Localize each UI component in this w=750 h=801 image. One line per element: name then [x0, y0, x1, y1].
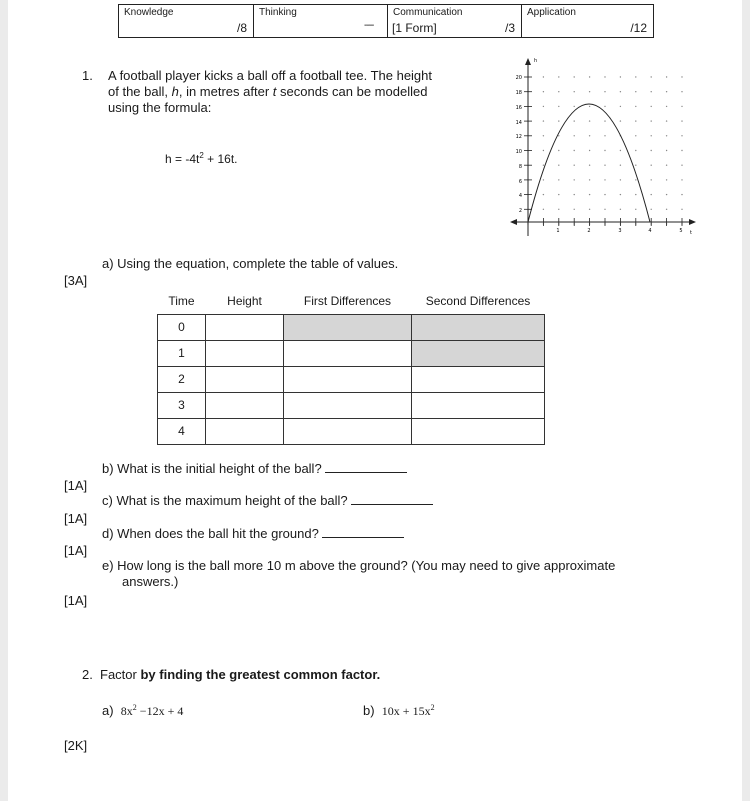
grid-dot: [635, 91, 636, 92]
first-diff-input-cell[interactable]: [284, 366, 412, 392]
grid-dot: [574, 135, 575, 136]
grid-dot: [574, 106, 575, 107]
grid-dot: [543, 135, 544, 136]
y-tick-6: 6: [518, 179, 522, 185]
grid-dot: [558, 120, 559, 121]
table-row: [158, 314, 545, 340]
grid-dot: [620, 150, 621, 151]
grid-dot: [558, 91, 559, 92]
grid-dot: [635, 194, 636, 195]
answer-line-c[interactable]: [351, 504, 433, 505]
grid-dot: [666, 91, 667, 92]
x-tick-3: 3: [618, 228, 622, 234]
parabola-curve: [528, 104, 650, 222]
grid-dot: [589, 91, 590, 92]
q1-part-b: [102, 461, 407, 477]
grid-dot: [620, 76, 621, 77]
y-tick-14: 14: [515, 120, 522, 126]
q2-b-terms: 10x + 15x: [381, 704, 431, 718]
grid-dot: [543, 76, 544, 77]
grid-dot: [651, 106, 652, 107]
grid-dot: [558, 150, 559, 151]
q2-part-b: [363, 703, 435, 719]
application-label: Application: [527, 7, 576, 18]
grid-dot: [543, 106, 544, 107]
grid-dot: [651, 91, 652, 92]
grid-dot: [574, 194, 575, 195]
grid-dot: [543, 120, 544, 121]
grid-dot: [589, 106, 590, 107]
x-axis-arrow-left: [510, 219, 517, 225]
grid-dot: [574, 76, 575, 77]
header-time: Time: [168, 293, 195, 308]
q1-formula: [165, 151, 238, 166]
grid-dot: [666, 179, 667, 180]
thinking-out-of: /3: [504, 21, 515, 35]
time-cell: 2: [158, 366, 206, 392]
y-axis-label: h: [534, 58, 538, 64]
q1-part-a: a) Using the equation, complete the table of values.: [102, 256, 399, 271]
grid-dot: [681, 179, 682, 180]
y-tick-8: 8: [518, 164, 522, 170]
first-diff-input-cell[interactable]: [284, 418, 412, 444]
table-row: [158, 366, 545, 392]
grid-dot: [558, 135, 559, 136]
grid-dot: [574, 120, 575, 121]
q2-text-bold: by finding the greatest common factor.: [140, 667, 381, 682]
header-second-differences: Second Differences: [425, 293, 531, 308]
q1-line3: using the formula:: [108, 100, 212, 115]
q1-number: 1.: [82, 68, 93, 83]
grid-dot: [666, 135, 667, 136]
grid-dot: [681, 91, 682, 92]
application-out-of: /12: [630, 21, 647, 35]
grid-dot: [604, 165, 605, 166]
grid-dot: [681, 76, 682, 77]
q1-part-c-text: c) What is the maximum height of the ball?: [102, 493, 348, 508]
grid-dot: [635, 106, 636, 107]
grid-dot: [574, 165, 575, 166]
grid-dot: [681, 120, 682, 121]
communication-label: Communication: [393, 7, 463, 18]
worksheet-page: [8, 0, 742, 801]
grid-dot: [558, 165, 559, 166]
grid-dot: [589, 165, 590, 166]
grid-dot: [543, 179, 544, 180]
q2-part-a-expression: [121, 704, 184, 718]
q2-a-term1: 8x: [120, 704, 133, 718]
q2-text: [100, 667, 380, 683]
q1-part-d: [102, 526, 404, 542]
grid-dot: [558, 179, 559, 180]
grid-dot: [666, 76, 667, 77]
grid-dot: [620, 209, 621, 210]
time-cell: 3: [158, 392, 206, 418]
grid-dot: [620, 91, 621, 92]
q1-part-b-text: b) What is the initial height of the ball?: [102, 461, 322, 476]
grid-dot: [681, 194, 682, 195]
height-input-cell[interactable]: [206, 366, 284, 392]
values-table: [157, 288, 545, 445]
grid-dot: [604, 76, 605, 77]
first-diff-input-cell[interactable]: [284, 392, 412, 418]
formula-part-b: + 16t.: [203, 152, 238, 166]
table-row: [158, 418, 545, 444]
q2-marks: [2K]: [64, 738, 88, 753]
q2-part-b-label: b): [363, 703, 375, 718]
answer-line-d[interactable]: [322, 537, 404, 538]
grid-dot: [666, 209, 667, 210]
q1-part-c: [102, 493, 433, 509]
grid-dot: [651, 76, 652, 77]
y-tick-4: 4: [518, 193, 522, 199]
grid-dot: [620, 106, 621, 107]
thinking-label: Thinking: [259, 7, 297, 18]
grid-dot: [651, 179, 652, 180]
q1-part-a-marks: [3A]: [64, 273, 88, 288]
q1-part-e-line1: e) How long is the ball more 10 m above the ground? (You may need to give approximate: [102, 558, 616, 573]
communication-cell: [364, 5, 521, 37]
grid-dot: [574, 179, 575, 180]
y-tick-2: 2: [518, 208, 522, 214]
time-cell: 4: [158, 418, 206, 444]
communication-dash: ----: [364, 20, 374, 31]
formula-part-a: h = -4t: [165, 152, 200, 166]
q1-line2: [108, 84, 427, 100]
y-tick-12: 12: [515, 134, 522, 140]
grid-dot: [651, 209, 652, 210]
q1-line2-a: of the ball,: [108, 84, 172, 99]
grid-dot: [589, 179, 590, 180]
q1-line2-b: , in metres after: [178, 84, 273, 99]
grid-dot: [558, 194, 559, 195]
header-height: Height: [227, 293, 262, 308]
y-tick-18: 18: [515, 90, 522, 96]
grid-dot: [681, 150, 682, 151]
formula-exponent: 2: [199, 151, 204, 160]
grid-dot: [589, 135, 590, 136]
grid-dot: [620, 179, 621, 180]
grid-dot: [666, 194, 667, 195]
grid-dot: [666, 165, 667, 166]
x-axis-arrow-right: [689, 219, 696, 225]
grid-dot: [574, 91, 575, 92]
y-tick-16: 16: [515, 105, 522, 111]
q2-a-exponent: 2: [132, 703, 137, 712]
q1-part-c-marks: [1A]: [64, 511, 88, 526]
height-input-cell[interactable]: [206, 418, 284, 444]
x-tick-labels: [556, 228, 682, 234]
x-axis-label: t: [690, 230, 692, 236]
grid-dot: [651, 120, 652, 121]
table-row: [158, 340, 545, 366]
q1-part-d-text: d) When does the ball hit the ground?: [102, 526, 319, 541]
grid-dot: [574, 209, 575, 210]
grid-dot: [635, 120, 636, 121]
grid-dot: [620, 194, 621, 195]
grid-dot: [543, 165, 544, 166]
grid-dot: [604, 209, 605, 210]
second-diff-shaded-cell: [412, 340, 545, 366]
q2-part-a-label: a): [102, 703, 114, 718]
grid-dot: [589, 120, 590, 121]
q2-text-plain: Factor: [100, 667, 141, 682]
q2-number: 2.: [82, 667, 93, 682]
grid-dot: [681, 106, 682, 107]
grid-dot: [635, 76, 636, 77]
grid-dot: [589, 194, 590, 195]
grid-dot: [635, 135, 636, 136]
grid-dot: [620, 165, 621, 166]
grid-dot: [604, 179, 605, 180]
grid-dot: [666, 120, 667, 121]
x-tick-4: 4: [648, 228, 652, 234]
q2-b-exponent: 2: [430, 703, 435, 712]
grid-dot: [651, 194, 652, 195]
second-diff-input-cell[interactable]: [412, 418, 545, 444]
grid-dot: [543, 209, 544, 210]
x-tick-1: 1: [556, 228, 560, 234]
grid-dot: [635, 209, 636, 210]
q1-part-b-marks: [1A]: [64, 478, 88, 493]
grid-dot: [635, 165, 636, 166]
q1-var-t: t: [272, 84, 277, 99]
grid-dot: [620, 120, 621, 121]
grid-dot: [666, 106, 667, 107]
q2-part-b-expression: [382, 704, 435, 718]
communication-form: [1 Form]: [392, 21, 437, 35]
y-axis-arrow: [525, 58, 531, 65]
q1-var-h: h: [171, 84, 179, 99]
grid-dot: [604, 120, 605, 121]
grid-dot: [589, 150, 590, 151]
x-tick-5: 5: [679, 228, 683, 234]
grid-dot: [604, 91, 605, 92]
first-diff-input-cell[interactable]: [284, 340, 412, 366]
grid-dot: [681, 209, 682, 210]
grid-dot: [681, 135, 682, 136]
marks-header: [118, 4, 654, 38]
answer-line-b[interactable]: [325, 472, 407, 473]
axis-tick-marks: [524, 77, 682, 226]
grid-dot: [681, 165, 682, 166]
grid-dot: [558, 76, 559, 77]
grid-dot: [604, 150, 605, 151]
table-header-row: [158, 288, 545, 314]
y-tick-20: 20: [515, 75, 522, 81]
grid-dot: [604, 106, 605, 107]
second-diff-shaded-cell: [412, 314, 545, 340]
x-tick-2: 2: [587, 228, 591, 234]
grid-dot: [574, 150, 575, 151]
grid-dot: [635, 150, 636, 151]
q1-part-e-marks: [1A]: [64, 593, 88, 608]
grid-dot: [543, 194, 544, 195]
grid-dot: [589, 209, 590, 210]
q2-a-term2: −12x + 4: [136, 704, 184, 718]
knowledge-label: Knowledge: [124, 7, 174, 18]
grid-dot: [589, 76, 590, 77]
grid-dot: [604, 135, 605, 136]
height-input-cell[interactable]: [206, 314, 284, 340]
grid-dot: [666, 150, 667, 151]
grid-dot: [635, 179, 636, 180]
q1-line1: A football player kicks a ball off a football tee. The height: [108, 68, 433, 83]
time-cell: 1: [158, 340, 206, 366]
grid-dot: [558, 209, 559, 210]
second-diff-input-cell[interactable]: [412, 366, 545, 392]
q2-part-a: [102, 703, 183, 719]
q1-part-d-marks: [1A]: [64, 543, 88, 558]
time-cell: 0: [158, 314, 206, 340]
knowledge-out-of: /8: [236, 21, 247, 35]
first-diff-shaded-cell: [284, 314, 412, 340]
header-first-differences: First Differences: [303, 293, 392, 308]
grid-dot: [651, 150, 652, 151]
y-tick-labels: [516, 75, 522, 214]
second-diff-input-cell[interactable]: [412, 392, 545, 418]
table-row: [158, 392, 545, 418]
grid-dot: [604, 194, 605, 195]
height-input-cell[interactable]: [206, 392, 284, 418]
grid-dot: [558, 106, 559, 107]
application-cell: [521, 5, 653, 37]
grid-dot: [651, 135, 652, 136]
grid-dot: [651, 165, 652, 166]
height-input-cell[interactable]: [206, 340, 284, 366]
knowledge-cell: [119, 5, 253, 37]
grid-dot: [543, 91, 544, 92]
y-tick-10: 10: [515, 149, 522, 155]
parabola-graph: [506, 50, 696, 250]
q1-line2-c: seconds can be modelled: [276, 84, 428, 99]
q1-part-e-line2: answers.): [122, 574, 179, 589]
grid-dot: [543, 150, 544, 151]
